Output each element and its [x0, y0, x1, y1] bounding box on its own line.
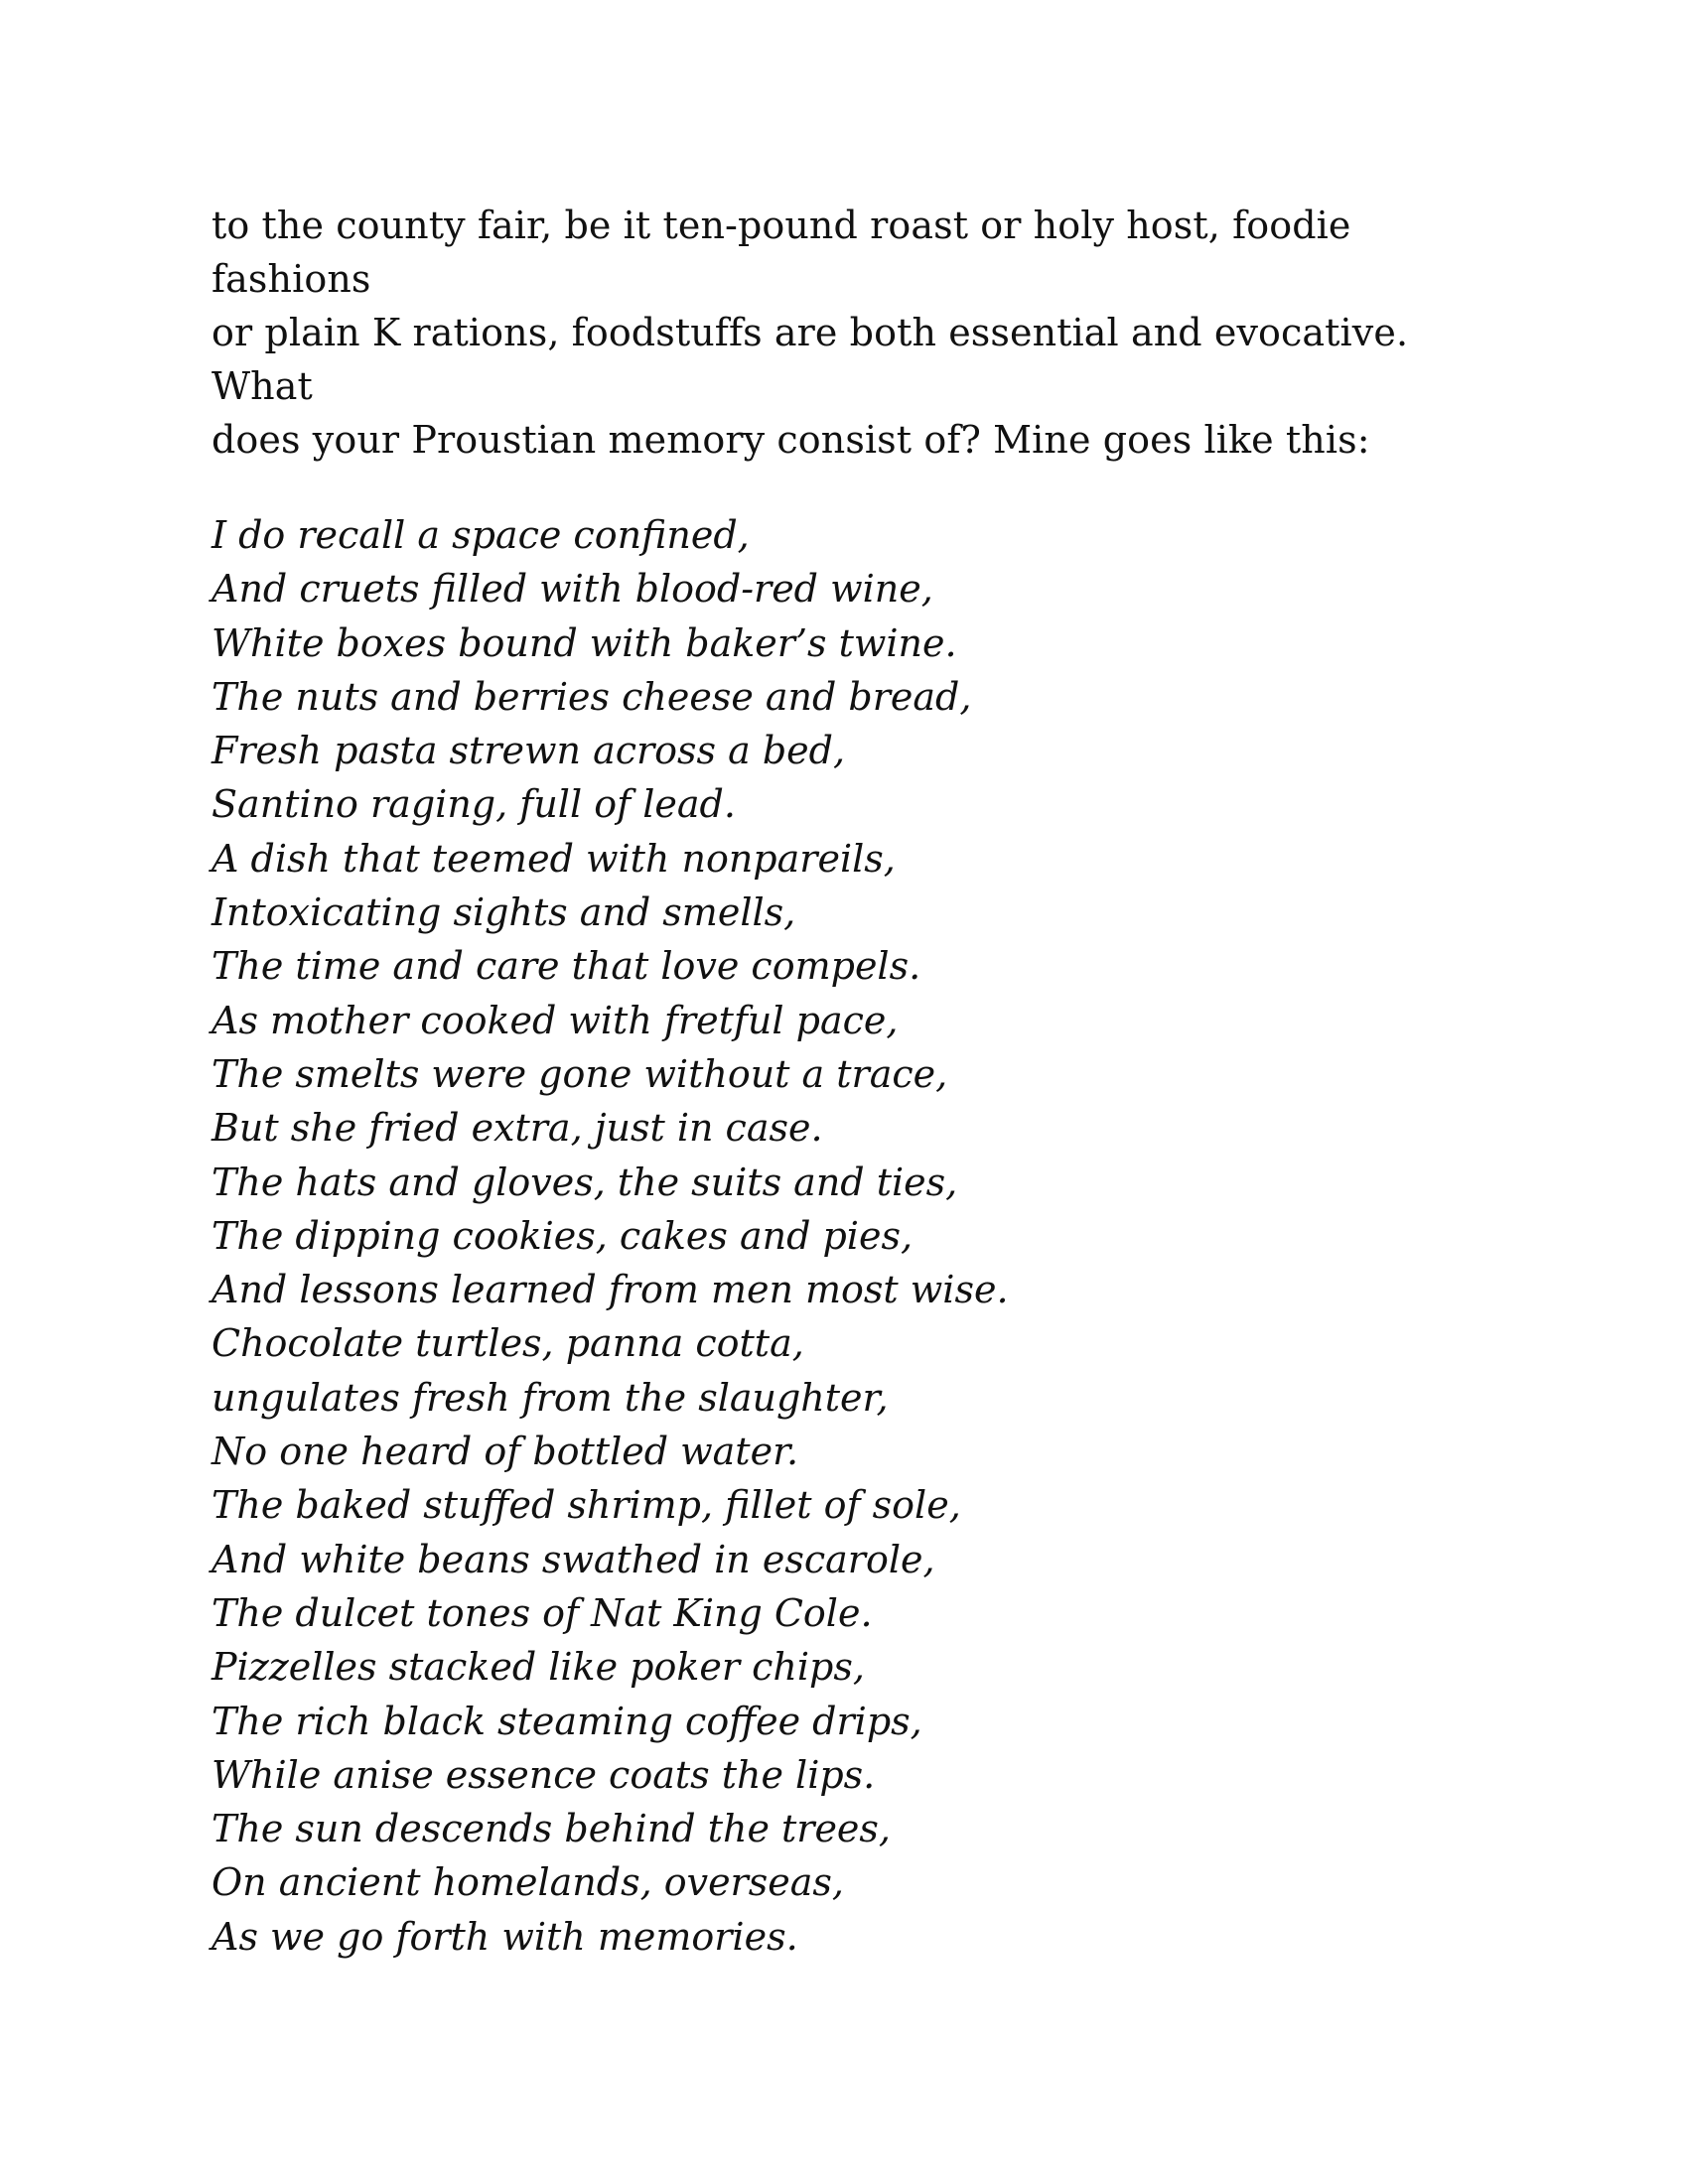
poem-line: On ancient homelands, overseas, — [211, 1860, 844, 1905]
prose-line: or plain K rations, foodstuffs are both essential and evocative. What — [211, 311, 1409, 408]
poem-line: The hats and gloves, the suits and ties, — [211, 1160, 958, 1204]
poem-line: No one heard of bottled water. — [211, 1430, 799, 1474]
page-content — [211, 199, 1502, 1964]
poem-line: And white beans swathed in escarole, — [211, 1537, 935, 1581]
poem-line: And lessons learned from men most wise. — [211, 1268, 1009, 1312]
poem-line: The dipping cookies, cakes and pies, — [211, 1213, 914, 1258]
prose-line: to the county fair, be it ten-pound roast or holy host, foodie fashions — [211, 204, 1351, 301]
poem-line: Intoxicating sights and smells, — [211, 890, 796, 935]
poem-line: The smelts were gone without a trace, — [211, 1051, 948, 1096]
poem-line: The time and care that love compels. — [211, 944, 921, 989]
poem-line: A dish that teemed with nonpareils, — [211, 836, 896, 881]
poem-line: While anise essence coats the lips. — [211, 1752, 876, 1797]
poem-line: The sun descends behind the trees, — [211, 1807, 891, 1851]
poem — [211, 508, 1502, 1964]
poem-line: Chocolate turtles, panna cotta, — [211, 1321, 804, 1366]
poem-line: As mother cooked with fretful pace, — [211, 998, 899, 1042]
poem-line: White boxes bound with baker’s twine. — [211, 620, 957, 665]
poem-line: But she fried extra, just in case. — [211, 1106, 823, 1151]
prose-paragraph — [211, 199, 1502, 467]
poem-line: I do recall a space confined, — [211, 513, 750, 557]
poem-line: Santino raging, full of lead. — [211, 782, 736, 827]
prose-line: does your Proustian memory consist of? Mine goes like this: — [211, 418, 1370, 462]
poem-line: Pizzelles stacked like poker chips, — [211, 1645, 865, 1690]
poem-line: As we go forth with memories. — [211, 1914, 798, 1959]
poem-line: The baked stuffed shrimp, fillet of sole, — [211, 1483, 961, 1528]
poem-line: And cruets filled with blood-red wine, — [211, 567, 933, 612]
poem-line: Fresh pasta strewn across a bed, — [211, 729, 846, 773]
poem-line: The rich black steaming coffee drips, — [211, 1699, 922, 1743]
poem-line: The dulcet tones of Nat King Cole. — [211, 1590, 873, 1635]
poem-line: ungulates fresh from the slaughter, — [211, 1375, 889, 1420]
poem-line: The nuts and berries cheese and bread, — [211, 674, 972, 719]
